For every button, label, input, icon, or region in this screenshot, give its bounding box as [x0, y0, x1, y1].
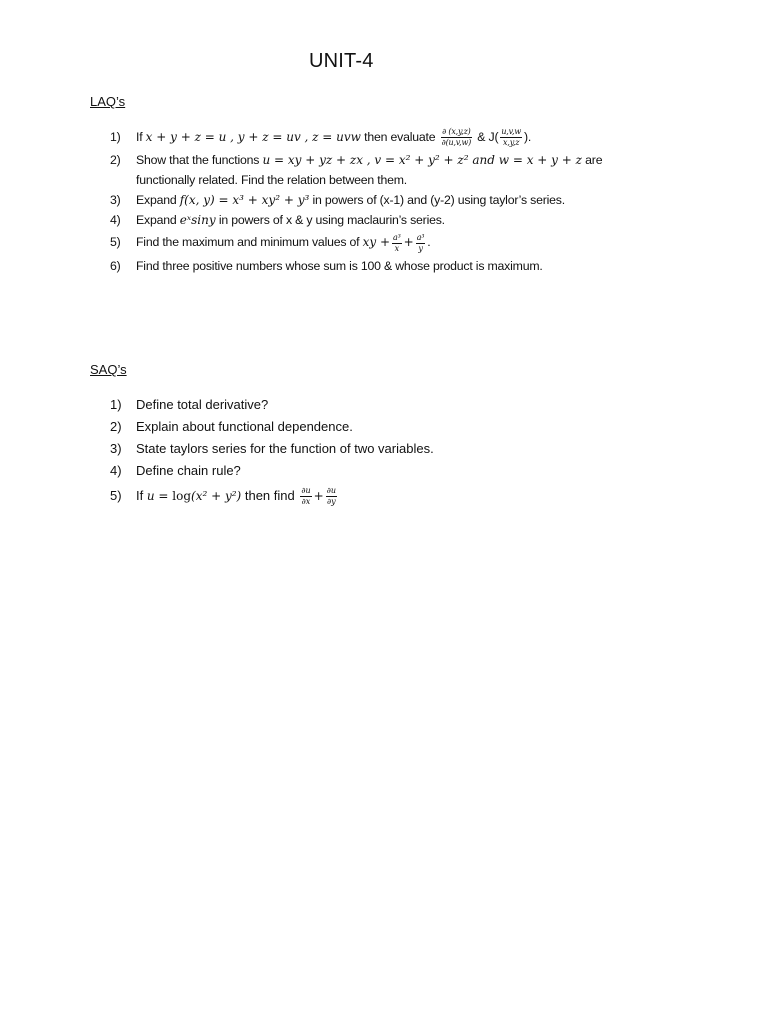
saq-list [110, 394, 710, 507]
math-expression: xy + [362, 235, 391, 250]
page-title: UNIT-4 [309, 50, 374, 72]
laq-item-2: 2) Show that the functions u = xy + yz + zx , v = x² + y² + z² and w = x + y + z are [110, 153, 603, 168]
math-expression: u = xy + yz + zx , v = x² + y² + z² and w = x + y + z [262, 153, 582, 168]
laq-item-2-continuation: functionally related. Find the relation between them. [136, 173, 408, 188]
math-expression: u = log(x² + y²) [146, 489, 242, 503]
laq-heading: LAQ’s [90, 94, 126, 109]
saq-item-2: 2) Explain about functional dependence. [110, 419, 353, 434]
laq-item-5: 5) Find the maximum and minimum values of xy + $\frac{\text{a³}}{x}$ + $\frac{\text{a³}}{y}$ . [110, 232, 431, 253]
saq-item-5: 5) If u = log(x² + y²) then find $\frac{\partial u}{\partial x}$ + $\frac{\partial u}{\partial y}$ [110, 486, 336, 507]
laq-item-3: 3) Expand f(x, y) = x³ + xy² + y³ in powers of (x-1) and (y-2) using taylor’s series. [110, 193, 565, 208]
math-expression: eˣsiny [179, 213, 216, 228]
saq-item-4: 4) Define chain rule? [110, 463, 241, 478]
math-expression: x + y + z = u , y + z = uv , z = uvw [145, 130, 361, 144]
laq-list [110, 127, 710, 276]
jacobian-fraction: $\frac{\partial (x,y,z)}{\partial(u,v,w)}$ [441, 127, 472, 148]
fraction: $\frac{\text{a³}}{x}$ [393, 232, 401, 253]
jacobian-fraction: $\frac{u,v,w}{x,y,z}$ [501, 127, 522, 148]
partial-derivative-fraction: $\frac{\partial u}{\partial y}$ [326, 486, 336, 507]
saq-heading: SAQ’s [90, 362, 127, 377]
math-expression: f(x, y) = x³ + xy² + y³ [179, 193, 310, 208]
laq-item-6: 6) Find three positive numbers whose sum is 100 & whose product is maximum. [110, 258, 543, 273]
saq-item-1: 1) Define total derivative? [110, 397, 269, 412]
fraction: $\frac{\text{a³}}{y}$ [416, 232, 425, 253]
laq-item-4: 4) Expand eˣsiny in powers of x & y using maclaurin’s series. [110, 213, 445, 228]
partial-derivative-fraction: $\frac{\partial u}{\partial x}$ [301, 486, 311, 507]
saq-item-3: 3) State taylors series for the function of two variables. [110, 441, 434, 456]
laq-item-1: 1) If x + y + z = u , y + z = uv , z = uvw then evaluate $\frac{\partial (x,y,z)}{\partial(u,v,w)}$ & J( $\frac{u,v,w}{x,y,z}$ ). [110, 127, 532, 148]
